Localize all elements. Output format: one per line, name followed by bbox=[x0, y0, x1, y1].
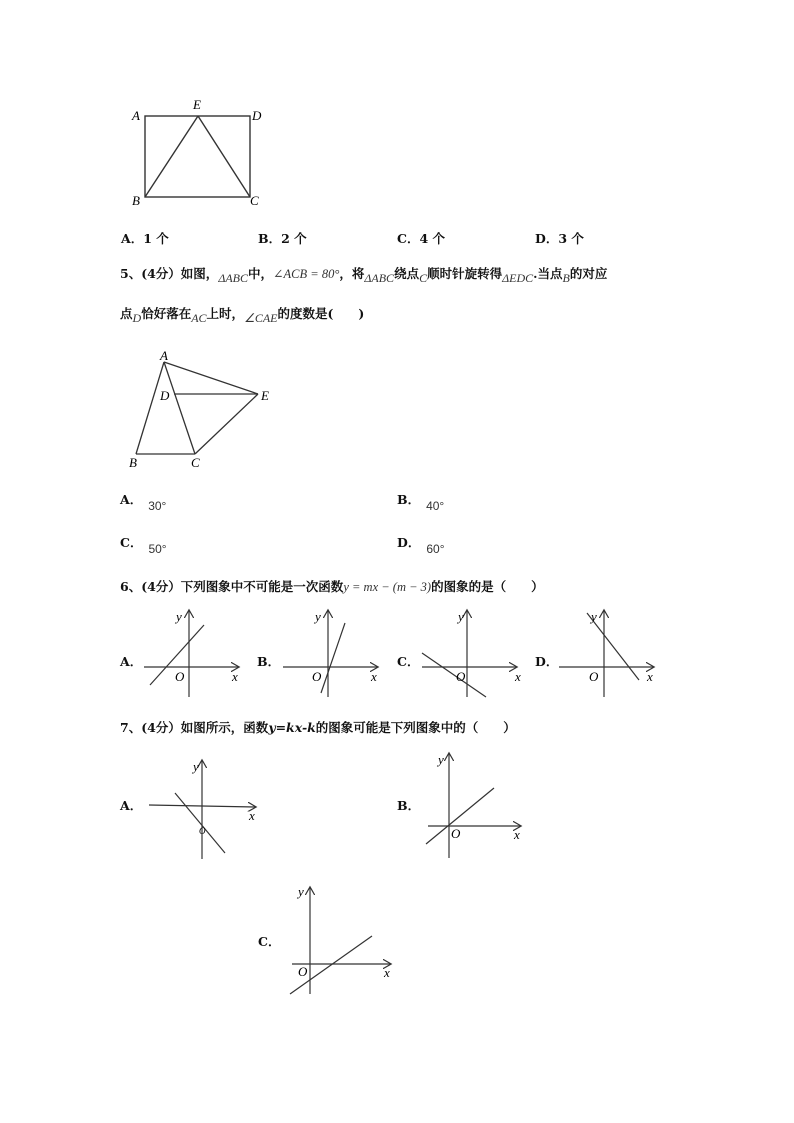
svg-text:y: y bbox=[591, 609, 597, 624]
svg-text:y: y bbox=[176, 609, 182, 624]
q7-graph-b bbox=[422, 748, 532, 860]
svg-text:O: O bbox=[298, 964, 308, 979]
svg-text:x: x bbox=[371, 669, 377, 684]
svg-text:O: O bbox=[175, 669, 185, 684]
q6-graph-d bbox=[555, 605, 663, 700]
q5-option-b: B． 40° bbox=[397, 492, 445, 513]
svg-text:y: y bbox=[438, 752, 444, 767]
svg-text:O: O bbox=[589, 669, 599, 684]
q6-option-c: C． bbox=[397, 654, 420, 669]
svg-text:x: x bbox=[515, 669, 521, 684]
label-b: B bbox=[129, 455, 137, 470]
label-b: B bbox=[132, 193, 140, 208]
label-a: A bbox=[160, 348, 168, 363]
svg-text:y: y bbox=[193, 759, 199, 774]
svg-text:x: x bbox=[647, 669, 653, 684]
label-d: D bbox=[160, 388, 170, 403]
label-c: C bbox=[191, 455, 200, 470]
svg-text:y: y bbox=[315, 609, 321, 624]
q7-option-b: B． bbox=[397, 798, 421, 813]
q5-option-d: D． 60° bbox=[397, 535, 445, 556]
question-5-line-1: 5、(4分）如图，ΔABC中，∠ACB = 80°，将ΔABC绕点C顺时针旋转得ΔEDC.当点B的对应 bbox=[120, 266, 608, 285]
q6-graph-a bbox=[140, 605, 250, 700]
svg-text:y: y bbox=[298, 884, 304, 899]
q6-option-a: A． bbox=[120, 654, 143, 669]
question-6: 6、(4分）下列图象中不可能是一次函数y = mx − (m − 3)的图象的是（ ） bbox=[120, 579, 544, 594]
q4-option-a: A．1 个 bbox=[121, 231, 169, 246]
q6-graph-b bbox=[279, 605, 389, 700]
svg-text:O: O bbox=[199, 826, 206, 836]
q7-graph-c bbox=[288, 882, 398, 997]
q5-option-a: A． 30° bbox=[120, 492, 167, 513]
q4-option-c: C．4 个 bbox=[397, 231, 446, 246]
svg-text:x: x bbox=[514, 827, 520, 842]
q7-option-a: A． bbox=[120, 798, 143, 813]
q4-option-b: B．2 个 bbox=[258, 231, 307, 246]
q6-option-d: D． bbox=[535, 654, 559, 669]
q5-option-c: C． 50° bbox=[120, 535, 167, 556]
svg-text:O: O bbox=[451, 826, 461, 841]
q6-option-b: B． bbox=[257, 654, 281, 669]
label-d: D bbox=[252, 108, 262, 123]
question-5-line-2: 点D恰好落在AC上时，∠CAE的度数是( ) bbox=[120, 306, 365, 325]
label-e: E bbox=[261, 388, 269, 403]
svg-text:O: O bbox=[456, 669, 466, 684]
label-e: E bbox=[193, 97, 201, 112]
q4-option-d: D．3 个 bbox=[535, 231, 584, 246]
label-c: C bbox=[250, 193, 259, 208]
q6-graph-c bbox=[418, 605, 528, 700]
rotation-triangle-figure bbox=[124, 348, 284, 473]
svg-text:x: x bbox=[249, 808, 255, 823]
q7-option-c: C． bbox=[258, 934, 281, 949]
svg-text:x: x bbox=[232, 669, 238, 684]
label-a: A bbox=[132, 108, 140, 123]
q7-graph-a bbox=[145, 755, 265, 865]
rectangle-triangle-figure bbox=[128, 95, 268, 210]
svg-text:y: y bbox=[458, 609, 464, 624]
svg-text:O: O bbox=[312, 669, 322, 684]
svg-text:x: x bbox=[384, 965, 390, 980]
question-7: 7、(4分）如图所示，函数y=kx-k的图象可能是下列图象中的（ ） bbox=[120, 720, 516, 735]
